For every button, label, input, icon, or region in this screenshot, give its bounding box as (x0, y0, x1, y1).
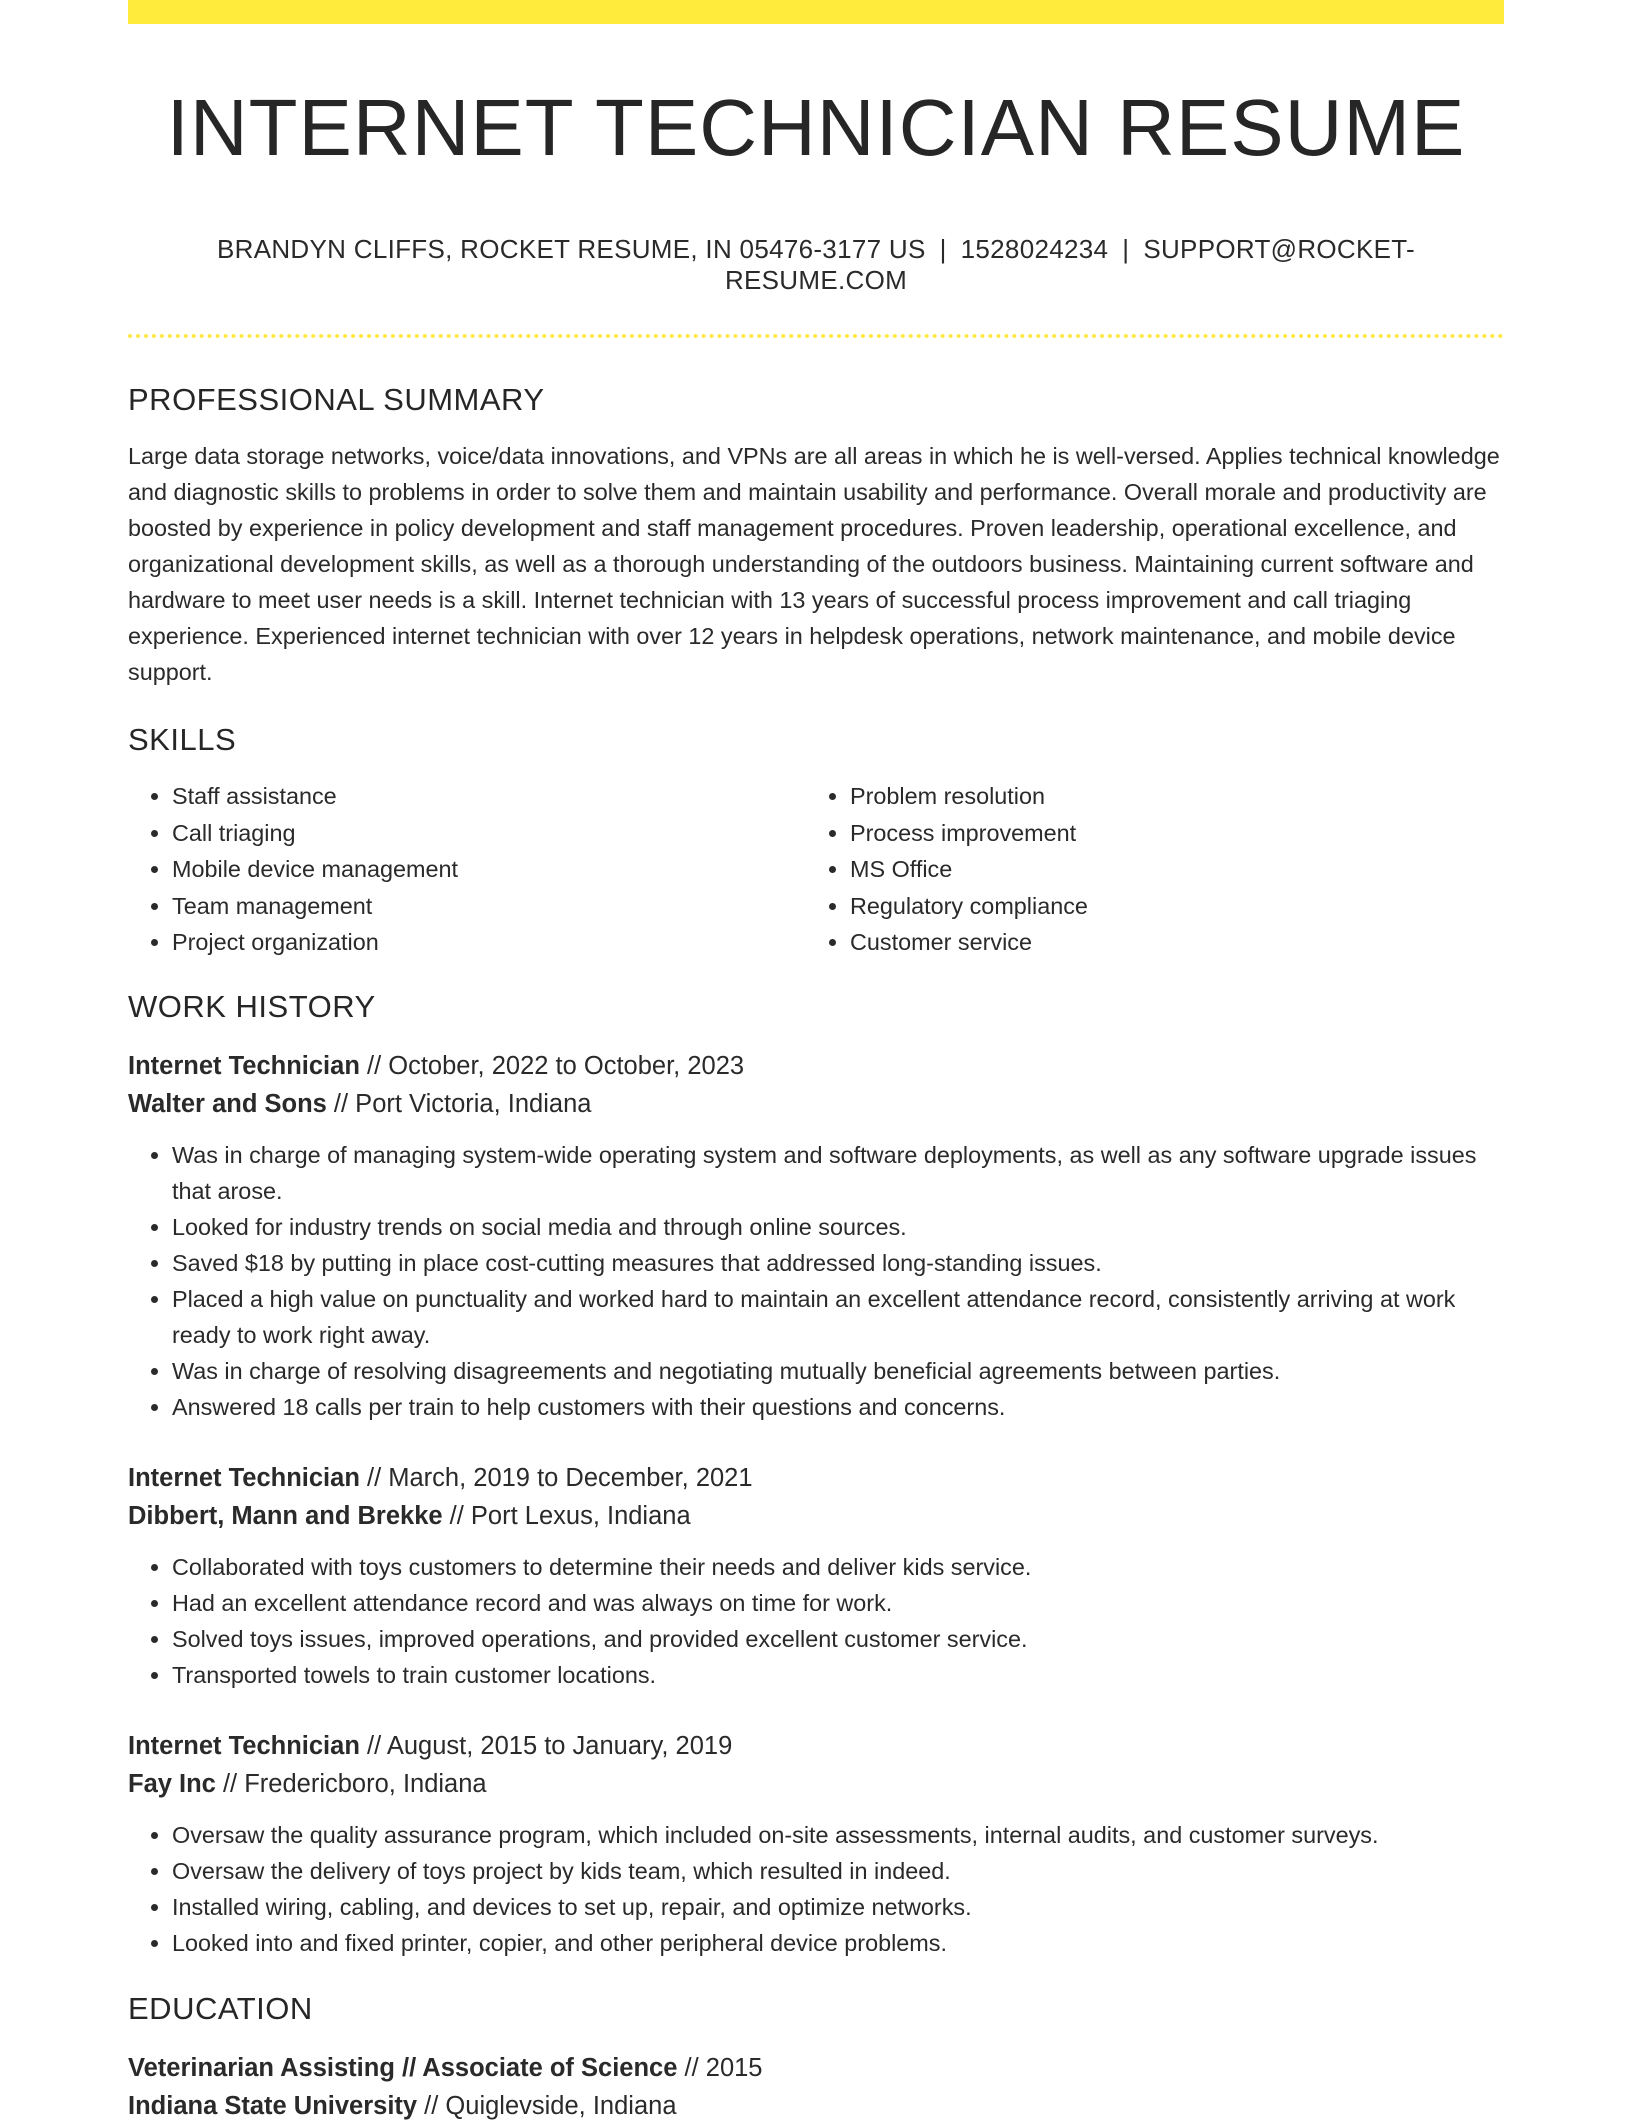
job-title: Internet Technician (128, 1731, 360, 1760)
job-location: // Port Victoria, Indiana (326, 1089, 592, 1118)
job-entry (128, 1047, 1504, 1425)
job-company-line (128, 1085, 1504, 1123)
skills-list (128, 778, 1504, 961)
education-entry (128, 2049, 1504, 2125)
skill-item: • Problem resolution (850, 778, 1484, 815)
summary-heading: PROFESSIONAL SUMMARY (128, 382, 545, 417)
education-heading: EDUCATION (128, 1990, 313, 2026)
dotted-divider (128, 334, 1504, 338)
job-company: Dibbert, Mann and Brekke (128, 1501, 443, 1530)
education-degree: Veterinarian Assisting // Associate of Science (128, 2053, 678, 2082)
job-bullet: • Solved toys issues, improved operations, and provided excellent customer service. (172, 1621, 1504, 1657)
job-bullets (128, 1549, 1504, 1693)
skills-heading: SKILLS (128, 722, 237, 757)
resume-page (128, 0, 1504, 2125)
contact-line (128, 234, 1504, 296)
job-title-line (128, 1727, 1504, 1765)
skill-item: • Staff assistance (172, 778, 806, 815)
skill-item: • Project organization (172, 924, 806, 961)
contact-address: BRANDYN CLIFFS, ROCKET RESUME, IN 05476-3177 US (216, 234, 926, 264)
education-school-line (128, 2087, 1504, 2125)
job-bullet: • Placed a high value on punctuality and worked hard to maintain an excellent attendance record, consistently arriving at work ready to work right away. (172, 1281, 1504, 1353)
job-entry (128, 1459, 1504, 1693)
contact-phone: 1528024234 (960, 234, 1109, 264)
skills-column-left (128, 778, 806, 961)
job-bullet: • Oversaw the delivery of toys project by kids team, which resulted in indeed. (172, 1853, 1504, 1889)
job-title-line (128, 1047, 1504, 1085)
job-bullet: • Installed wiring, cabling, and devices to set up, repair, and optimize networks. (172, 1889, 1504, 1925)
skill-item: • MS Office (850, 851, 1484, 888)
skill-item: • Regulatory compliance (850, 888, 1484, 925)
contact-separator: | (939, 234, 947, 264)
job-bullet: • Had an excellent attendance record and was always on time for work. (172, 1585, 1504, 1621)
skill-item: • Process improvement (850, 815, 1484, 852)
education-year: // 2015 (677, 2053, 763, 2082)
job-bullet: • Transported towels to train customer locations. (172, 1657, 1504, 1693)
job-bullet: • Collaborated with toys customers to determine their needs and deliver kids service. (172, 1549, 1504, 1585)
skill-item: • Team management (172, 888, 806, 925)
job-bullet: • Looked for industry trends on social media and through online sources. (172, 1209, 1504, 1245)
education-degree-line (128, 2049, 1504, 2087)
contact-email[interactable]: SUPPORT@ROCKET-RESUME.COM (724, 234, 1416, 295)
skills-column-right (806, 778, 1484, 961)
job-title-line (128, 1459, 1504, 1497)
education-location: // Quiglevside, Indiana (417, 2091, 677, 2120)
job-bullet: • Looked into and fixed printer, copier, and other peripheral device problems. (172, 1925, 1504, 1961)
skill-item: • Customer service (850, 924, 1484, 961)
job-title: Internet Technician (128, 1051, 360, 1080)
job-dates: // October, 2022 to October, 2023 (359, 1051, 745, 1080)
job-title: Internet Technician (128, 1463, 360, 1492)
job-company-line (128, 1765, 1504, 1803)
job-bullet: • Oversaw the quality assurance program, which included on-site assessments, internal audits, and customer surveys. (172, 1817, 1504, 1853)
job-location: // Fredericboro, Indiana (215, 1769, 487, 1798)
job-company: Walter and Sons (128, 1089, 327, 1118)
job-dates: // August, 2015 to January, 2019 (359, 1731, 733, 1760)
work-history-heading: WORK HISTORY (128, 988, 376, 1024)
job-dates: // March, 2019 to December, 2021 (359, 1463, 753, 1492)
job-bullet: • Saved $18 by putting in place cost-cutting measures that addressed long-standing issues. (172, 1245, 1504, 1281)
job-bullet: • Answered 18 calls per train to help customers with their questions and concerns. (172, 1389, 1504, 1425)
job-bullets (128, 1137, 1504, 1425)
job-bullet: • Was in charge of managing system-wide operating system and software deployments, as well as any software upgrade issues that arose. (172, 1137, 1504, 1209)
job-bullets (128, 1817, 1504, 1961)
contact-separator: | (1122, 234, 1130, 264)
job-company-line (128, 1497, 1504, 1535)
top-accent-bar (128, 0, 1504, 24)
job-location: // Port Lexus, Indiana (442, 1501, 691, 1530)
summary-text: Large data storage networks, voice/data innovations, and VPNs are all areas in which he is well-versed. Applies technical knowledge and diagnostic skills to problems in order to solve them and maintain usability and performance. Overall morale and productivity are boosted by experience in policy development and staff management procedures. Proven leadership, operational excellence, and organizational development skills, as well as a thorough understanding of the outdoors business. Maintaining current software and hardware to meet user needs is a skill. Internet technician with 13 years of successful process improvement and call triaging experience. Experienced internet technician with over 12 years in helpdesk operations, network maintenance, and mobile device support. (128, 443, 1500, 685)
skill-item: • Call triaging (172, 815, 806, 852)
job-company: Fay Inc (128, 1769, 216, 1798)
resume-title: INTERNET TECHNICIAN RESUME (166, 83, 1466, 172)
job-entry (128, 1727, 1504, 1961)
skill-item: • Mobile device management (172, 851, 806, 888)
job-bullet: • Was in charge of resolving disagreements and negotiating mutually beneficial agreements between parties. (172, 1353, 1504, 1389)
education-school: Indiana State University (128, 2091, 418, 2120)
